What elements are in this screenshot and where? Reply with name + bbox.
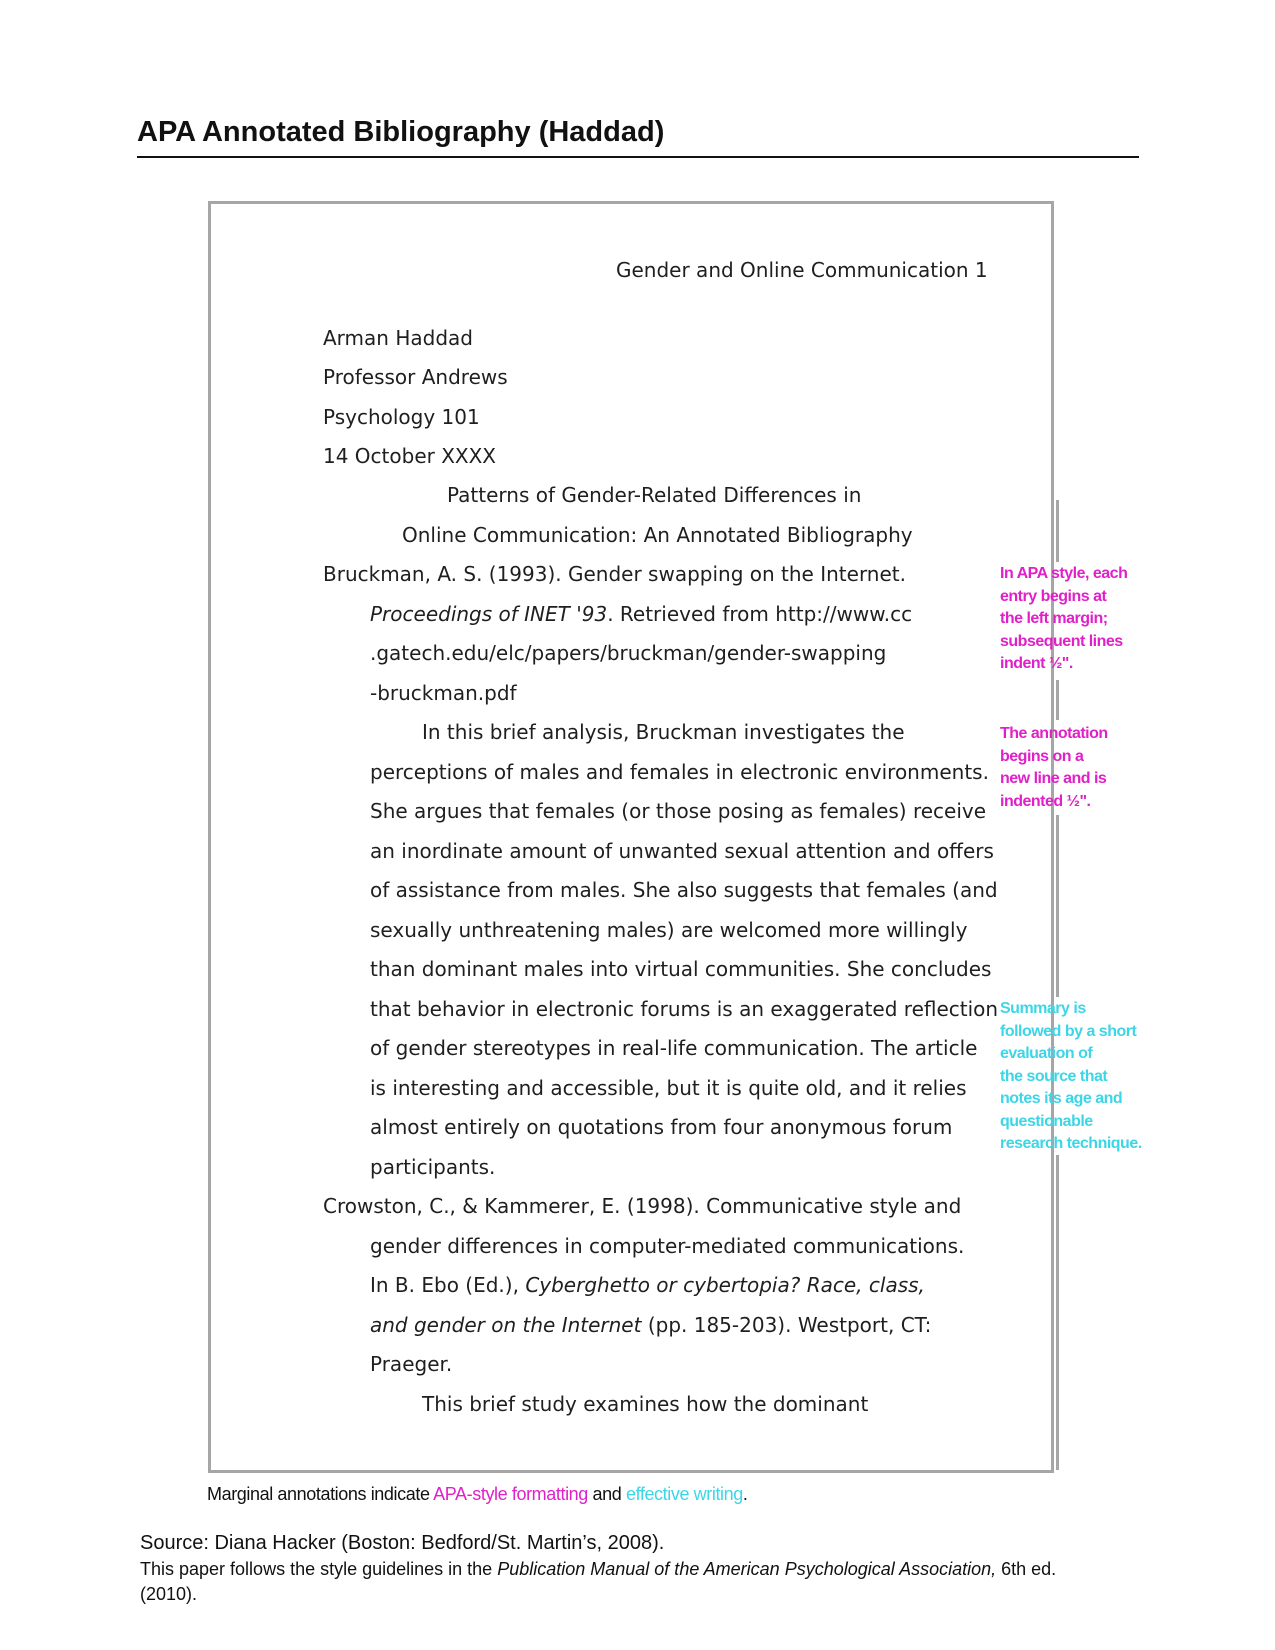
course-name: Psychology 101 (323, 405, 480, 429)
style-guide-note: This paper follows the style guidelines in the Publication Manual of the American Psychological Association, 6th ed. (140, 1559, 1057, 1579)
entry-2-citation-line-3 (370, 1275, 925, 1295)
entry-1-citation-line-4: -bruckman.pdf (370, 681, 517, 705)
entry-1-annotation-line: almost entirely on quotations from four anonymous forum (370, 1115, 953, 1139)
annotation-legend: Marginal annotations indicate APA-style formatting and effective writing. (207, 1484, 748, 1504)
margin-note-entry-format: In APA style, each entry begins at the left margin; subsequent lines indent ½". (1000, 565, 1128, 672)
entry-1-annotation-line: of assistance from males. She also suggests that females (and (370, 878, 998, 902)
style-guide-title: Publication Manual of the American Psychological Association, (497, 1559, 997, 1579)
entry-1-annotation-line: that behavior in electronic forums is an exaggerated reflection (370, 997, 999, 1021)
entry-1-annotation-line: participants. (370, 1155, 496, 1179)
paper-title-line-2: Online Communication: An Annotated Bibliography (402, 523, 913, 547)
entry-1-annotation-line: sexually unthreatening males) are welcomed more willingly (370, 918, 968, 942)
entry-2-book-title-cont: and gender on the Internet (370, 1313, 642, 1337)
entry-1-annotation-line: perceptions of males and females in electronic environments. (370, 760, 989, 784)
entry-2-annotation-line: This brief study examines how the dominant (422, 1392, 869, 1416)
entry-1-citation-line-2 (370, 604, 912, 624)
entry-1-citation-line-3: .gatech.edu/elc/papers/bruckman/gender-swapping (370, 641, 887, 665)
source-credit: Source: Diana Hacker (Boston: Bedford/St. Martin’s, 2008). (140, 1532, 665, 1554)
title-rule (137, 156, 1139, 158)
entry-1-annotation-line: In this brief analysis, Bruckman investigates the (422, 720, 905, 744)
margin-note-summary-evaluation: Summary is followed by a short evaluation of the source that notes its age and questionable research technique. (1000, 1000, 1142, 1152)
margin-connector-line (1056, 815, 1059, 997)
entry-2-book-title: Cyberghetto or cybertopia? Race, class, (525, 1273, 925, 1297)
entry-2-citation-line-2: gender differences in computer-mediated communications. (370, 1234, 965, 1258)
entry-1-url-start: . Retrieved from http://www.cc (607, 602, 913, 626)
paper-date: 14 October XXXX (323, 444, 497, 468)
author-name: Arman Haddad (323, 326, 473, 350)
margin-note-annotation-indent: The annotation begins on a new line and is indented ½". (1000, 725, 1108, 810)
margin-connector-line (1056, 500, 1059, 562)
entry-2-citation-line-5: Praeger. (370, 1352, 453, 1376)
margin-connector-line (1056, 1155, 1059, 1470)
style-guide-year: (2010). (140, 1584, 198, 1604)
legend-formatting: APA-style formatting (433, 1484, 588, 1504)
entry-1-source-title: Proceedings of INET '93 (370, 602, 608, 626)
entry-1-annotation-line: is interesting and accessible, but it is quite old, and it relies (370, 1076, 967, 1100)
entry-1-annotation-line: of gender stereotypes in real-life communication. The article (370, 1036, 978, 1060)
paper-title-line-1: Patterns of Gender-Related Differences in (447, 483, 862, 507)
page-title: APA Annotated Bibliography (Haddad) (137, 116, 665, 148)
entry-2-pages-publisher: (pp. 185-203). Westport, CT: (641, 1313, 932, 1337)
entry-2-editor: In B. Ebo (Ed.), (370, 1273, 526, 1297)
running-head: Gender and Online Communication 1 (616, 258, 988, 282)
entry-1-annotation-line: an inordinate amount of unwanted sexual attention and offers (370, 839, 994, 863)
margin-connector-line (1056, 680, 1059, 720)
legend-writing: effective writing (625, 1484, 743, 1504)
entry-1-annotation-line: She argues that females (or those posing as females) receive (370, 799, 987, 823)
professor-name: Professor Andrews (323, 365, 508, 389)
entry-2-citation-line-1: Crowston, C., & Kammerer, E. (1998). Communicative style and (323, 1194, 962, 1218)
entry-1-annotation-line: than dominant males into virtual communities. She concludes (370, 957, 992, 981)
entry-2-citation-line-4 (370, 1315, 931, 1335)
entry-1-citation-line-1: Bruckman, A. S. (1993). Gender swapping on the Internet. (323, 562, 906, 586)
